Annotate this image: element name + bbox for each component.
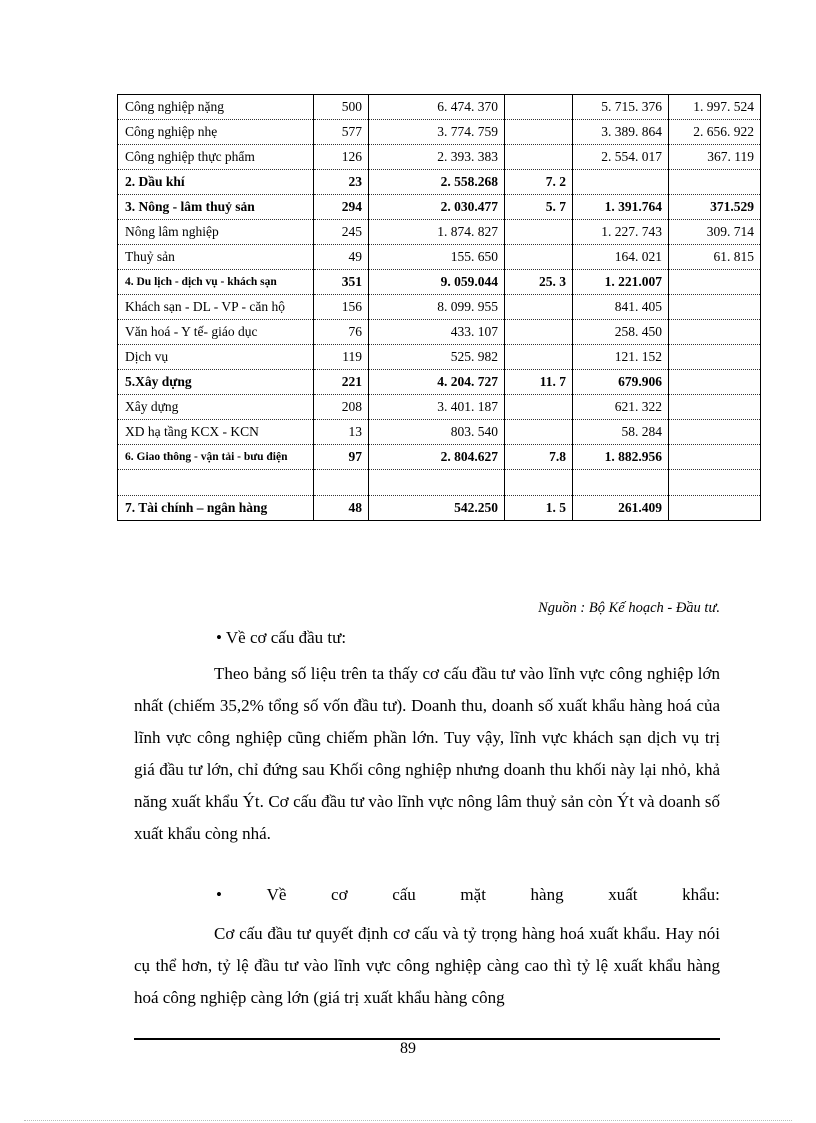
- source-note: Nguồn : Bộ Kế hoạch - Đầu tư.: [538, 600, 720, 616]
- section1-paragraph: Theo bảng số liệu trên ta thấy cơ cấu đầu tư vào lĩnh vực công nghiệp lớn nhất (chiếm 35,2% tổng số vốn đầu tư). Doanh thu, doanh số xuất khẩu hàng hoá của lĩnh vực công nghiệp cũng chiếm phần lớn. Tuy vậy, lĩnh vực khách sạn dịch vụ trị giá đầu tư lớn, chỉ đứng sau Khối công nghiệp nhưng doanh thu khối này lại nhỏ, khả năng xuất khẩu Ýt. Cơ cấu đầu tư vào lĩnh vực nông lâm thuỷ sản còn Ýt và doanh số xuất khẩu còng nhá.: [134, 664, 720, 843]
- table-row: [118, 120, 761, 145]
- value-cell: [369, 470, 505, 496]
- value-cell: 164. 021: [573, 245, 669, 270]
- row-label-cell: Công nghiệp nhẹ: [118, 120, 314, 145]
- value-cell: [669, 420, 761, 445]
- value-cell: 9. 059.044: [369, 270, 505, 295]
- value-cell: [505, 345, 573, 370]
- row-label-cell: Công nghiệp thực phẩm: [118, 145, 314, 170]
- value-cell: 1. 874. 827: [369, 220, 505, 245]
- section2-paragraph: Cơ cấu đầu tư quyết định cơ cấu và tỷ trọng hàng hoá xuất khẩu. Hay nói cụ thể hơn, tỷ lệ đầu tư vào lĩnh vực công nghiệp càng cao thì tỷ lệ xuất khẩu hàng hoá công nghiệp càng lớn (giá trị xuất khẩu hàng công: [134, 924, 720, 1007]
- value-cell: 2. 804.627: [369, 445, 505, 470]
- value-cell: 61. 815: [669, 245, 761, 270]
- section2-heading: [216, 885, 720, 905]
- value-cell: 294: [314, 195, 369, 220]
- value-cell: 433. 107: [369, 320, 505, 345]
- page-bottom-border: [24, 1120, 792, 1121]
- row-label-cell: 2. Dầu khí: [118, 170, 314, 195]
- row-label-cell: XD hạ tầng KCX - KCN: [118, 420, 314, 445]
- value-cell: 25. 3: [505, 270, 573, 295]
- heading-word: cấu: [392, 885, 416, 904]
- row-label-cell: Công nghiệp nặng: [118, 95, 314, 120]
- table-row: [118, 170, 761, 195]
- section1-heading-text: Về cơ cấu đầu tư:: [225, 628, 347, 647]
- value-cell: 119: [314, 345, 369, 370]
- table-row: [118, 420, 761, 445]
- value-cell: [669, 295, 761, 320]
- value-cell: 577: [314, 120, 369, 145]
- value-cell: 542.250: [369, 496, 505, 521]
- heading-word: Về: [266, 885, 287, 904]
- value-cell: [505, 295, 573, 320]
- section1-heading: [216, 628, 346, 648]
- row-label-cell: Khách sạn - DL - VP - căn hộ: [118, 295, 314, 320]
- value-cell: 2. 393. 383: [369, 145, 505, 170]
- value-cell: 7.8: [505, 445, 573, 470]
- value-cell: 155. 650: [369, 245, 505, 270]
- value-cell: 258. 450: [573, 320, 669, 345]
- row-label-cell: 3. Nông - lâm thuỷ sản: [118, 195, 314, 220]
- value-cell: 58. 284: [573, 420, 669, 445]
- row-label-cell: 6. Giao thông - vận tải - bưu điện: [118, 445, 314, 470]
- value-cell: 351: [314, 270, 369, 295]
- value-cell: 208: [314, 395, 369, 420]
- value-cell: 4. 204. 727: [369, 370, 505, 395]
- table-row: [118, 370, 761, 395]
- heading-word: cơ: [331, 885, 348, 904]
- value-cell: 221: [314, 370, 369, 395]
- value-cell: [669, 496, 761, 521]
- value-cell: [669, 395, 761, 420]
- table-row: [118, 95, 761, 120]
- value-cell: 841. 405: [573, 295, 669, 320]
- value-cell: 679.906: [573, 370, 669, 395]
- value-cell: [505, 420, 573, 445]
- value-cell: 1. 882.956: [573, 445, 669, 470]
- table-row: [118, 445, 761, 470]
- value-cell: 97: [314, 445, 369, 470]
- value-cell: [505, 145, 573, 170]
- value-cell: 803. 540: [369, 420, 505, 445]
- value-cell: 49: [314, 245, 369, 270]
- table-row: [118, 220, 761, 245]
- value-cell: 8. 099. 955: [369, 295, 505, 320]
- value-cell: 3. 389. 864: [573, 120, 669, 145]
- value-cell: [669, 445, 761, 470]
- value-cell: 5. 7: [505, 195, 573, 220]
- value-cell: 1. 227. 743: [573, 220, 669, 245]
- value-cell: [573, 170, 669, 195]
- row-label-cell: Thuỷ sản: [118, 245, 314, 270]
- value-cell: [669, 470, 761, 496]
- value-cell: 1. 221.007: [573, 270, 669, 295]
- table-row: [118, 245, 761, 270]
- value-cell: 3. 774. 759: [369, 120, 505, 145]
- value-cell: 156: [314, 295, 369, 320]
- value-cell: [669, 170, 761, 195]
- heading-word: khẩu:: [682, 885, 720, 904]
- value-cell: 245: [314, 220, 369, 245]
- table-row: [118, 345, 761, 370]
- value-cell: 371.529: [669, 195, 761, 220]
- value-cell: 2. 554. 017: [573, 145, 669, 170]
- value-cell: 5. 715. 376: [573, 95, 669, 120]
- row-label-cell: [118, 470, 314, 496]
- row-label-cell: 7. Tài chính – ngân hàng: [118, 496, 314, 521]
- value-cell: 2. 656. 922: [669, 120, 761, 145]
- row-label-cell: Dịch vụ: [118, 345, 314, 370]
- table-row: [118, 270, 761, 295]
- table-row: [118, 395, 761, 420]
- value-cell: 525. 982: [369, 345, 505, 370]
- value-cell: 1. 5: [505, 496, 573, 521]
- row-label-cell: Xây dựng: [118, 395, 314, 420]
- value-cell: [505, 395, 573, 420]
- value-cell: [505, 120, 573, 145]
- value-cell: 621. 322: [573, 395, 669, 420]
- value-cell: 367. 119: [669, 145, 761, 170]
- row-label-cell: Nông lâm nghiệp: [118, 220, 314, 245]
- value-cell: 261.409: [573, 496, 669, 521]
- bullet-icon: •: [216, 628, 222, 647]
- value-cell: [669, 320, 761, 345]
- value-cell: 2. 030.477: [369, 195, 505, 220]
- value-cell: [573, 470, 669, 496]
- value-cell: [505, 220, 573, 245]
- value-cell: [669, 270, 761, 295]
- heading-word: xuất: [608, 885, 638, 904]
- value-cell: [505, 470, 573, 496]
- value-cell: 13: [314, 420, 369, 445]
- value-cell: 11. 7: [505, 370, 573, 395]
- heading-word: mặt: [460, 885, 486, 904]
- value-cell: 1. 997. 524: [669, 95, 761, 120]
- value-cell: 3. 401. 187: [369, 395, 505, 420]
- value-cell: 2. 558.268: [369, 170, 505, 195]
- value-cell: [505, 95, 573, 120]
- table-row: [118, 145, 761, 170]
- value-cell: [505, 245, 573, 270]
- value-cell: 48: [314, 496, 369, 521]
- investment-table: [117, 94, 761, 521]
- row-label-cell: Văn hoá - Y tế- giáo dục: [118, 320, 314, 345]
- value-cell: 500: [314, 95, 369, 120]
- value-cell: 76: [314, 320, 369, 345]
- value-cell: [314, 470, 369, 496]
- value-cell: [669, 370, 761, 395]
- value-cell: 126: [314, 145, 369, 170]
- row-label-cell: 5.Xây dựng: [118, 370, 314, 395]
- table-row: [118, 470, 761, 496]
- table-row: [118, 195, 761, 220]
- table-row: [118, 320, 761, 345]
- value-cell: 309. 714: [669, 220, 761, 245]
- value-cell: 121. 152: [573, 345, 669, 370]
- row-label-cell: 4. Du lịch - dịch vụ - khách sạn: [118, 270, 314, 295]
- value-cell: [505, 320, 573, 345]
- table-row: [118, 295, 761, 320]
- value-cell: [669, 345, 761, 370]
- table-row: [118, 496, 761, 521]
- heading-word: hàng: [530, 885, 564, 904]
- value-cell: 23: [314, 170, 369, 195]
- value-cell: 6. 474. 370: [369, 95, 505, 120]
- value-cell: 7. 2: [505, 170, 573, 195]
- bullet-icon: •: [216, 885, 222, 904]
- page-number: 89: [400, 1040, 416, 1057]
- value-cell: 1. 391.764: [573, 195, 669, 220]
